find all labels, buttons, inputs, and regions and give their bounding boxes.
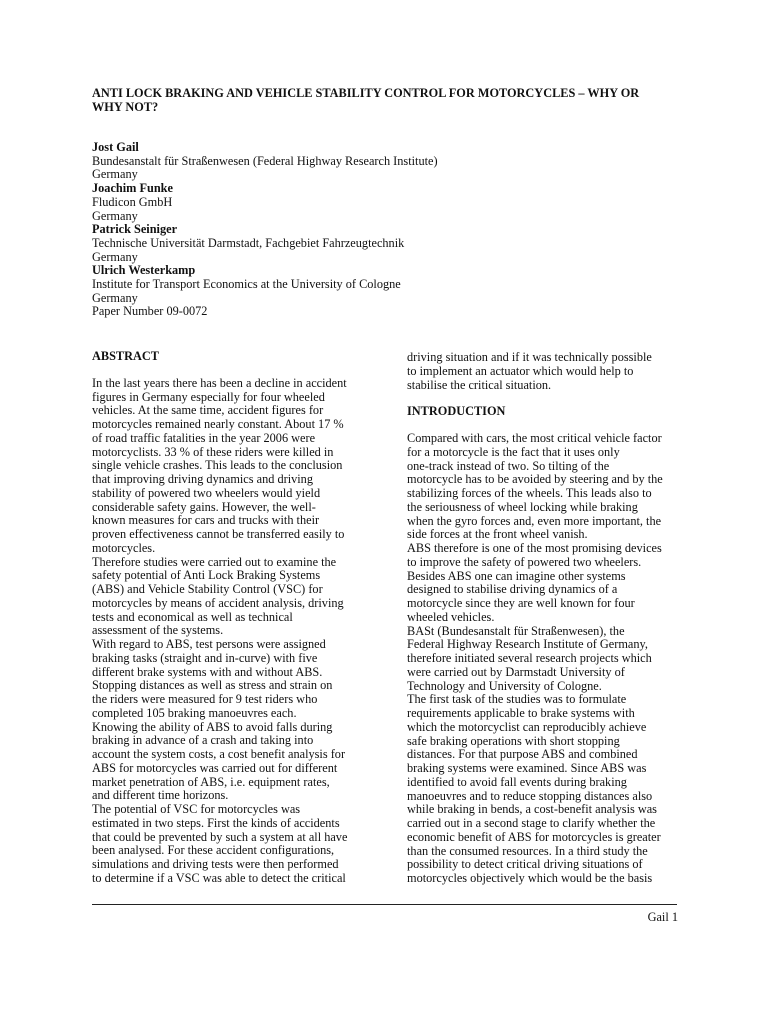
text-line: the riders were measured for 9 test riders who (92, 692, 318, 706)
text-line: ABS therefore is one of the most promising devices (407, 541, 662, 555)
page-footer: Gail 1 (647, 910, 678, 924)
text-line: to improve the safety of powered two wheelers. (407, 554, 642, 569)
author-name: Ulrich Westerkamp (92, 263, 196, 278)
author-block (92, 141, 682, 319)
abstract-continued (407, 351, 689, 392)
text-line: figures in Germany especially for four wheeled (92, 389, 325, 404)
text-line: single vehicle crashes. This leads to the conclusion (92, 458, 343, 473)
text-line: designed to stabilise driving dynamics of a (407, 582, 618, 597)
paper-title (92, 86, 682, 114)
introduction-body (407, 432, 689, 886)
text-line: wheeled vehicles. (407, 609, 495, 624)
text-line: motorcycles objectively which would be the basis (407, 871, 653, 885)
text-line: motorcycle since they are well known for four (407, 596, 635, 610)
text-line: Knowing the ability of ABS to avoid falls during (92, 719, 333, 734)
author-affiliation: Institute for Transport Economics at the University of Cologne (92, 277, 401, 292)
author-affiliation: Bundesanstalt für Straßenwesen (Federal Highway Research Institute) (92, 153, 438, 168)
text-line: With regard to ABS, test persons were assigned (92, 637, 326, 651)
text-line: one-track instead of two. So tilting of the (407, 458, 610, 473)
text-line: market penetration of ABS, i.e. equipment rates, (92, 774, 330, 789)
text-line: simulations and driving tests were then performed (92, 857, 339, 871)
text-line: requirements applicable to brake systems with (407, 706, 635, 720)
text-line: the seriousness of wheel locking while braking (407, 499, 638, 514)
left-column (92, 350, 374, 886)
text-line: motorcycle has to be avoided by steering and by the (407, 472, 663, 487)
text-line: were carried out by Darmstadt University of (407, 664, 625, 679)
text-line: different brake systems with and without ABS. (92, 664, 323, 679)
text-line: than the consumed resources. In a third study the (407, 843, 648, 858)
footer-rule (92, 904, 677, 905)
author-country: Germany (92, 249, 138, 264)
text-line: economic benefit of ABS for motorcycles is greater (407, 829, 661, 844)
author-affiliation: Technische Universität Darmstadt, Fachgebiet Fahrzeugtechnik (92, 235, 405, 250)
text-line: distances. For that purpose ABS and combined (407, 747, 638, 762)
text-line: manoeuvres and to reduce stopping distances also (407, 788, 653, 803)
text-line: assessment of the systems. (92, 623, 224, 638)
introduction-heading: INTRODUCTION (407, 404, 506, 419)
text-line: been analysed. For these accident configurations, (92, 843, 335, 858)
abstract-heading: ABSTRACT (92, 349, 159, 363)
title-line: WHY NOT? (92, 100, 159, 114)
text-line: side forces at the front wheel vanish. (407, 527, 588, 542)
text-line: In the last years there has been a decline in accident (92, 375, 347, 390)
text-line: tests and economical as well as technical (92, 609, 293, 624)
author-name: Jost Gail (92, 140, 139, 154)
text-line: of road traffic fatalities in the year 2006 were (92, 430, 316, 445)
text-line: safe braking operations with short stopping (407, 733, 620, 748)
text-line: braking tasks (straight and in-curve) with five (92, 650, 318, 665)
text-line: identified to avoid fall events during braking (407, 774, 627, 789)
author-affiliation: Fludicon GmbH (92, 194, 173, 209)
text-line: The first task of the studies was to formulate (407, 692, 627, 707)
text-line: and different time horizons. (92, 788, 229, 803)
right-column (407, 351, 689, 886)
text-line: safety potential of Anti Lock Braking Systems (92, 568, 321, 583)
text-line: while braking in bends, a cost-benefit analysis was (407, 802, 657, 817)
text-line: Federal Highway Research Institute of Germany, (407, 637, 648, 652)
author-name: Patrick Seiniger (92, 222, 178, 237)
text-line: to determine if a VSC was able to detect the critical (92, 870, 346, 885)
text-line: considerable safety gains. However, the well- (92, 499, 316, 514)
abstract-body (92, 377, 374, 886)
text-line: estimated in two steps. First the kinds of accidents (92, 815, 340, 830)
text-line: for a motorcycle is the fact that it uses only (407, 444, 620, 459)
text-line: carried out in a second stage to clarify whether the (407, 816, 656, 830)
author-country: Germany (92, 167, 138, 182)
text-line: BASt (Bundesanstalt für Straßenwesen), the (407, 623, 625, 638)
text-line: therefore initiated several research projects which (407, 651, 652, 665)
text-line: stabilizing forces of the wheels. This leads also to (407, 486, 652, 500)
text-line: braking in advance of a crash and taking into (92, 733, 314, 748)
text-line: motorcycles by means of accident analysis, driving (92, 595, 344, 610)
text-line: stability of powered two wheelers would yield (92, 485, 321, 500)
text-line: (ABS) and Vehicle Stability Control (VSC) for (92, 582, 323, 596)
text-line: Stopping distances as well as stress and strain on (92, 678, 333, 693)
paper-number: Paper Number 09-0072 (92, 304, 208, 319)
text-line: Besides ABS one can imagine other systems (407, 568, 626, 583)
text-line: driving situation and if it was technically possible (407, 350, 652, 364)
text-line: that improving driving dynamics and driving (92, 472, 313, 486)
text-line: completed 105 braking manoeuvres each. (92, 705, 297, 720)
text-line: Compared with cars, the most critical vehicle factor (407, 431, 662, 445)
text-line: motorcycles. (92, 540, 156, 555)
text-line: ABS for motorcycles was carried out for different (92, 760, 338, 775)
text-line: to implement an actuator which would help to (407, 363, 634, 378)
text-line: when the gyro forces and, even more important, the (407, 513, 662, 528)
text-line: account the system costs, a cost benefit analysis for (92, 747, 346, 761)
author-name: Joachim Funke (92, 181, 173, 196)
text-line: that could be prevented by such a system at all have (92, 829, 348, 844)
author-country: Germany (92, 290, 138, 305)
author-country: Germany (92, 208, 138, 223)
text-line: braking systems were examined. Since ABS was (407, 761, 647, 775)
title-line: ANTI LOCK BRAKING AND VEHICLE STABILITY CONTROL FOR MOTORCYCLES – WHY OR (92, 86, 640, 100)
text-line: proven effectiveness cannot be transferred easily to (92, 527, 345, 541)
text-line: motorcycles remained nearly constant. About 17 % (92, 417, 344, 431)
text-line: Therefore studies were carried out to examine the (92, 554, 337, 569)
text-line: known measures for cars and trucks with their (92, 513, 320, 528)
text-line: possibility to detect critical driving situations of (407, 857, 643, 872)
text-line: stabilise the critical situation. (407, 377, 552, 392)
text-line: The potential of VSC for motorcycles was (92, 802, 301, 816)
text-line: vehicles. At the same time, accident figures for (92, 403, 324, 418)
text-line: Technology and University of Cologne. (407, 678, 602, 693)
text-line: which the motorcyclist can reproducibly achieve (407, 719, 647, 734)
text-line: motorcyclists. 33 % of these riders were killed in (92, 444, 334, 459)
